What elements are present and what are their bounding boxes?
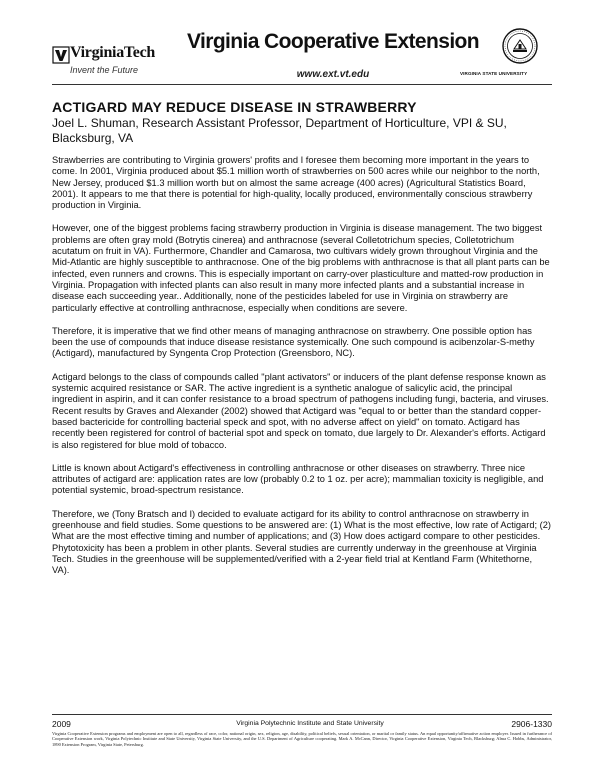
extension-title: Virginia Cooperative Extension (186, 30, 480, 53)
virginia-tech-tagline: Invent the Future (70, 65, 139, 75)
virginia-tech-wordmark: VirginiaTech (70, 44, 156, 61)
extension-url: www.ext.vt.edu (296, 69, 370, 80)
virginia-tech-logo (52, 44, 172, 84)
article-body (52, 155, 552, 589)
article-author: Joel L. Shuman, Research Assistant Professor, Department of Horticulture, VPI & SU, Blacksburg, VA (52, 116, 507, 145)
header-divider (52, 84, 552, 85)
vsu-name: VIRGINIA STATE UNIVERSITY (460, 71, 528, 76)
publication-number: 2906-1330 (511, 719, 552, 729)
virginia-state-university-seal-icon (502, 28, 538, 64)
paragraph: Strawberries are contributing to Virginia growers' profits and I foresee them becoming more important in the years to come. In 2001, Virginia produced about $5.1 million worth of strawberries on 500 acres while our neighbor to the north, New Jersey, produced $1.3 million worth but on almost the same acreage (400 acres) (Agricultural Statistics Board, 2001). It appears to me that there is potential for high-quality, locally produced, environmentally conscious strawberry production in Virginia. (52, 155, 540, 211)
paragraph: However, one of the biggest problems facing strawberry production in Virginia is disease management. The two biggest problems are often gray mold (Botrytis cinerea) and anthracnose (several Colletotrichum species, Colletotrichum acutatum on fruit in VA). Furthermore, Chandler and Camarosa, two cultivars widely grown throughout Virginia and the Mid-Atlantic are highly susceptible to anthracnose. One of the big problems with anthracnose is that all plant parts can be infected, even runners and crowns. This is especially important on carry-over plasticulture and matted-row production in Virginia. Propagation with infected plants can also result in many more infected plants and a substantial increase in disease each succeeding year.. Additionally, none of the pesticides labeled for use in Virginia on strawberry are particularly effective at controlling anthracnose, especially when conditions are severe. (52, 223, 550, 313)
paragraph: Therefore, we (Tony Bratsch and I) decided to evaluate actigard for its ability to control anthracnose on strawberry in greenhouse and field studies. Some questions to be answered are: (1) What is the most effective, low rate of Actigard; (2) What are the most effective timing and number of applications; and (3) How does actigard compare to other pesticides. Phytotoxicity has been a problem in other plants. Several studies are currently underway in the greenhouse at Virginia Tech. Studies in the greenhouse will be supplemented/verified with a 2-year field trial at Kentland Farm (Whitethorne, VA). (52, 508, 552, 576)
virginia-tech-hokie-stone-icon (52, 46, 70, 64)
article-title: ACTIGARD MAY REDUCE DISEASE IN STRAWBERRY (52, 99, 417, 115)
footer-year: 2009 (52, 719, 71, 729)
page-header (52, 30, 552, 88)
footer-disclaimer: Virginia Cooperative Extension programs and employment are open to all, regardless of race, color, national origin, sex, religion, age, disability, political beliefs, sexual orientation, or marital or family status. An equal opportunity/affirmative action employer. Issued in furtherance of Cooperative Extension work, Virginia Polytechnic Institute and State University, Virginia State University, and the U.S. Department of Agriculture cooperating. Mark A. McCann, Director, Virginia Cooperative Extension, Virginia Tech, Blacksburg; Alma C. Hobbs, Administrator, 1890 Extension Program, Virginia State, Petersburg. (52, 731, 552, 747)
paragraph: Actigard belongs to the class of compounds called "plant activators" or inducers of the plant defense response known as systemic acquired resistance or SAR. The active ingredient is a synthetic analogue of salicylic acid, the principal ingredient in aspirin, and it can confer resistance to a broad spectrum of pathogens including fungi, bacteria, and viruses. Recent results by Graves and Alexander (2002) showed that Actigard was "equal to or better than the standard copper-based bactericide for controlling bacterial speck and spot, with no adverse affect on yield" on tomato. Actigard has recently been registered for control of bacterial spot and speck on tomato, due largely to Dr. Alexander's efforts. Actigard is also registered for blue mold of tobacco. (52, 371, 549, 450)
paragraph: Little is known about Actigard's effectiveness in controlling anthracnose or other diseases on strawberry. Three nice attributes of actigard are: application rates are low (probably 0.2 to 1 oz. per acre); mammalian toxicity is negligible, and potential systemic, broad-spectrum resistance. (52, 462, 544, 496)
footer-institution: Virginia Polytechnic Institute and State University (236, 720, 384, 727)
footer-divider (52, 714, 552, 715)
paragraph: Therefore, it is imperative that we find other means of managing anthracnose on strawberry. One possible option has been the use of compounds that induce disease resistance systemically. One such compound is acibenzolar-S-methy (Actigard), manufactured by Syngenta Crop Protection (Greensboro, NC). (52, 325, 535, 359)
